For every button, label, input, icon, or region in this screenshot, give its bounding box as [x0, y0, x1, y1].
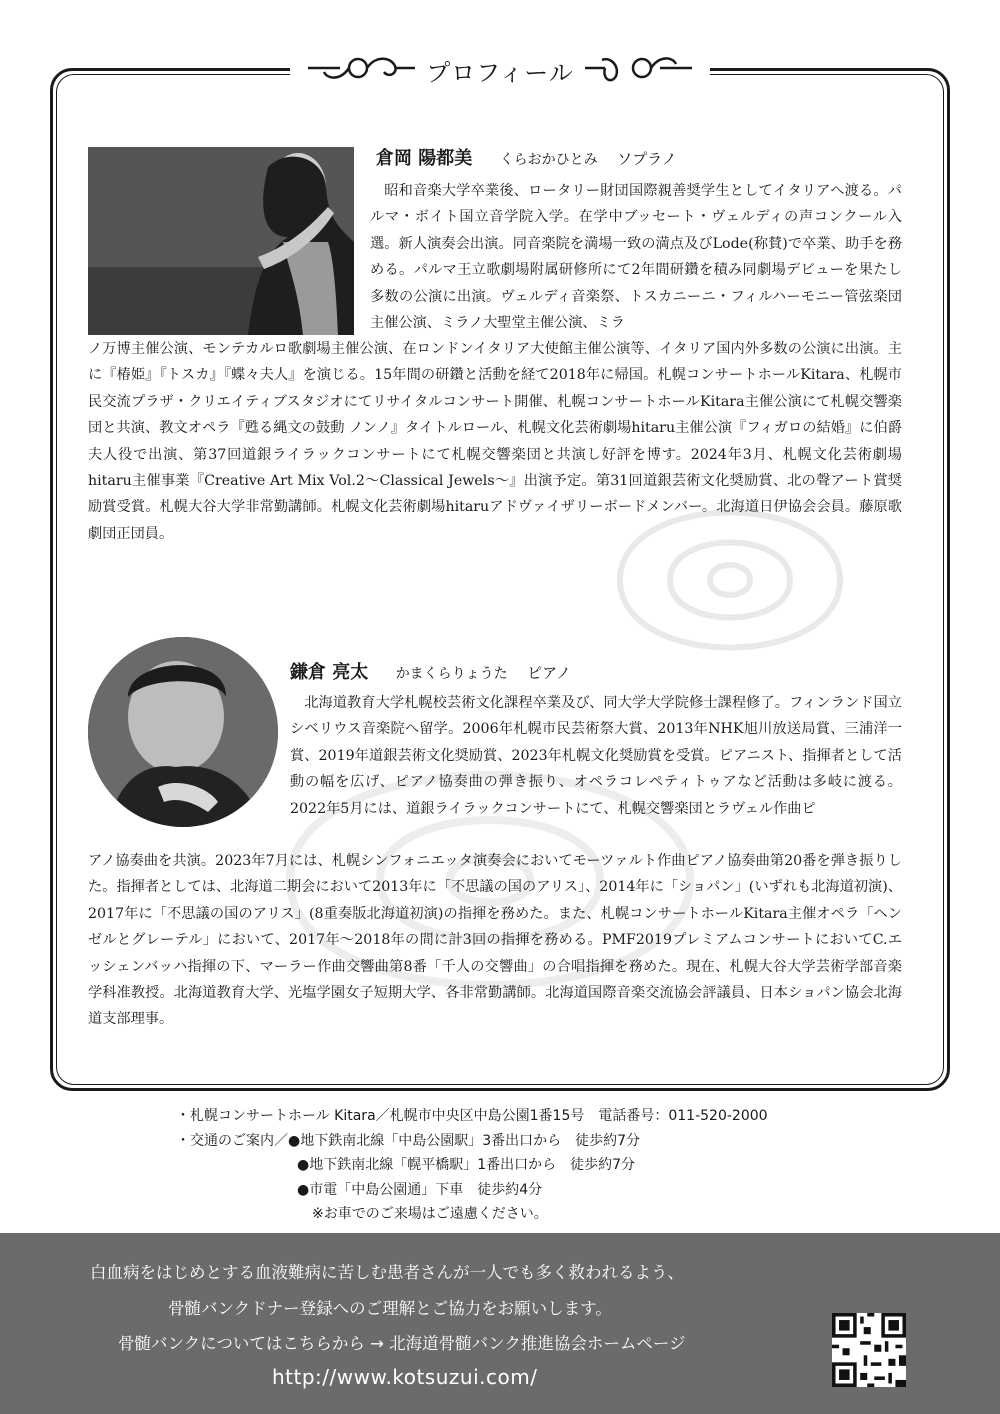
profile2-bio-top: 北海道教育大学札幌校芸術文化課程卒業及び、同大学大学院修士課程修了。フィンランド国立シベリウス音楽院へ留学。2006年札幌市民芸術祭大賞、2013年NHK旭川放送局賞、三浦洋一賞、2019年道銀芸術文化奨励賞、2023年札幌文化奨励賞を受賞。ピアニスト、指揮者として活動の幅を広げ、ピアノ協奏曲の弾き振り、オペラコレペティトゥアなど活動は多岐に渡る。2022年5月には、道銀ライラックコンサートにて、札幌交響楽団とラヴェル作曲ピ [290, 695, 902, 817]
access-line-2: ●地下鉄南北線「幌平橋駅」1番出口から 徒歩約7分 [297, 1157, 636, 1173]
access-line-3: ●市電「中島公園通」下車 徒歩約4分 [297, 1181, 543, 1198]
parking-note: ※お車でのご来場はご遠慮ください。 [312, 1206, 548, 1222]
profile1-kana: くらおかひとみ [499, 152, 598, 168]
qr-code-icon[interactable] [832, 1313, 906, 1387]
profile2-role: ピアノ [527, 664, 571, 682]
profile1-name: 倉岡 陽都美 [376, 148, 473, 169]
profile1-bio-rest: ノ万博主催公演、モンテカルロ歌劇場主催公演、在ロンドンイタリア大使館主催公演等、イタリア国内外多数の公演に出演。主に『椿姫』『トスカ』『蝶々夫人』を演じる。15年間の研鑽と活動を経て2018年に帰国。札幌コンサートホールKitara、札幌市民交流プラザ・クリエイティブスタジオにてリサイタルコンサート開催、札幌コンサートホールKitara主催公演にて札幌交響楽団と共演、教文オペラ『甦る縄文の鼓動 ノンノ』タイトルロール、札幌文化芸術劇場hitaru主催公演『フィガロの結婚』に伯爵夫人役で出演、第37回道銀ライラックコンサートにて札幌交響楽団と共演し好評を博す。2024年3月、札幌文化芸術劇場hitaru主催事業『Creative Art Mix Vol.2～Classical Jewels～』出演予定。第31回道銀芸術文化奨励賞、北の聲アート賞奨励賞受賞。札幌大谷大学非常勤講師。札幌文化芸術劇場hitaruアドヴァイザリーボードメンバー。北海道日伊協会会員。藤原歌劇団正団員。 [88, 341, 902, 542]
profile1-name-line [376, 144, 677, 170]
profile2-kana: かまくらりょうた [395, 666, 508, 682]
footer-url-link[interactable]: http://www.kotsuzui.com/ [272, 1365, 538, 1389]
venue-info [176, 1104, 876, 1227]
profile1-bio-top: 昭和音楽大学卒業後、ロータリー財団国際親善奨学生としてイタリアへ渡る。パルマ・ボイト国立音学院入学。在学中ブッセート・ヴェルディの声コンクール入選。新人演奏会出演。同音楽院を満場一致の満点及びLode(称賛)で卒業、助手を務める。パルマ王立歌劇場附属研修所にて2年間研鑽を積み同劇場デビューを果たし多数の公演に出演。ヴェルディ音楽祭、トスカニーニ・フィルハーモニー管弦楽団主催公演、ミラノ大聖堂主催公演、ミラ [370, 183, 902, 332]
footer-line-1: 白血病をはじめとする血液難病に苦しむ患者さんが一人でも多く救われるよう、 [90, 1263, 684, 1282]
footer-banner [0, 1233, 1000, 1414]
soprano-photo [88, 147, 354, 335]
pianist-photo [88, 637, 278, 827]
ornament-left-icon [300, 48, 420, 88]
profile2-name-line [290, 658, 571, 684]
page-title: プロフィール [426, 59, 574, 87]
access-line-1: ・交通のご案内／●地下鉄南北線「中島公園駅」3番出口から 徒歩約7分 [176, 1132, 641, 1149]
footer-line-3: 骨髄バンクについてはこちらから → 北海道骨髄バンク推進協会ホームページ [118, 1334, 686, 1353]
profile2-name: 鎌倉 亮太 [290, 662, 369, 683]
profile1-role: ソプラノ [617, 150, 677, 168]
footer-line-2: 骨髄バンクドナー登録へのご理解とご協力をお願いします。 [168, 1299, 612, 1318]
ornament-right-icon [580, 48, 700, 88]
profile2-bio-rest: アノ協奏曲を共演。2023年7月には、札幌シンフォニエッタ演奏会においてモーツァルト作曲ピアノ協奏曲第20番を弾き振りした。指揮者としては、北海道二期会において2013年に「不思議の国のアリス」、2014年に「ショパン」(いずれも北海道初演)、2017年に「不思議の国のアリス」(8重奏版北海道初演)の指揮を務めた。また、札幌コンサートホールKitara主催オペラ「ヘンゼルとグレーテル」において、2017年～2018年の間に計3回の指揮を務める。PMF2019プレミアムコンサートにおいてC.エッシェンバッハ指揮の下、マーラー作曲交響曲第8番「千人の交響曲」の合唱指揮を務めた。現在、札幌大谷大学芸術学部音楽学科准教授。北海道教育大学、光塩学園女子短期大学、各非常勤講師。北海道国際音楽交流協会評議員、日本ショパン協会北海道支部理事。 [88, 853, 902, 1028]
venue-address: ・札幌コンサートホール Kitara／札幌市中央区中島公園1番15号 電話番号：011-520-2000 [176, 1108, 768, 1124]
